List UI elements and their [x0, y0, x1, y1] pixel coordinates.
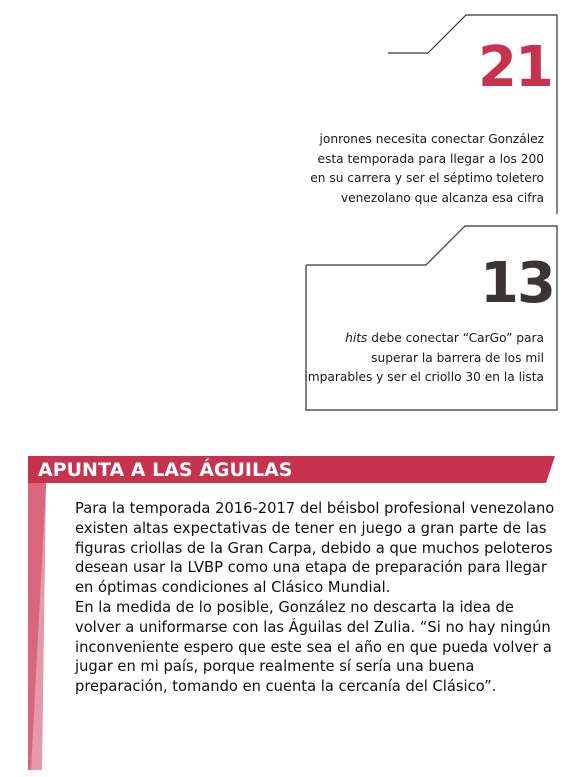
stat-number-1: 21	[478, 35, 552, 100]
stat-1-line: esta temporada para llegar a los 200	[317, 151, 544, 166]
section-body	[75, 499, 555, 697]
hits-italic: hits	[345, 331, 368, 345]
stat-description-1	[284, 130, 544, 208]
section-side-accent	[28, 483, 48, 773]
stat-number-2: 13	[480, 251, 554, 316]
stat-1-line: en su carrera y ser el séptimo toletero	[310, 171, 544, 185]
body-paragraph: En la medida de lo posible, González no descarta la idea de volver a uniformarse con las Águilas del Zulia. “Si no hay ningún inconveniente espero que este sea el año en que pueda volver a jugar en mi país, porque realmente sí sería una buena preparación, tomando en cuenta la cercanía del Clásico”.	[75, 598, 552, 696]
stat-2-line	[304, 329, 544, 349]
stat-2-line: imparables y ser el criollo 30 en la lista	[304, 370, 544, 384]
stat-2-line-rest: debe conectar “CarGo” para	[367, 331, 544, 345]
stat-1-line: jonrones necesita conectar González	[319, 132, 544, 146]
stat-2-line: superar la barrera de los mil	[371, 350, 544, 365]
stat-1-line: venezolano que alcanza esa cifra	[340, 190, 544, 205]
body-paragraph: Para la temporada 2016-2017 del béisbol profesional venezolano existen altas expectativas de tener en juego a gran parte de las figuras criollas de la Gran Carpa, debido a que muchos peloteros desean usar la LVBP como una etapa de preparación para llegar en óptimas condiciones al Clásico Mundial.	[75, 500, 555, 597]
section-title: APUNTA A LAS ÁGUILAS	[38, 459, 293, 481]
stat-description-2	[304, 329, 544, 388]
